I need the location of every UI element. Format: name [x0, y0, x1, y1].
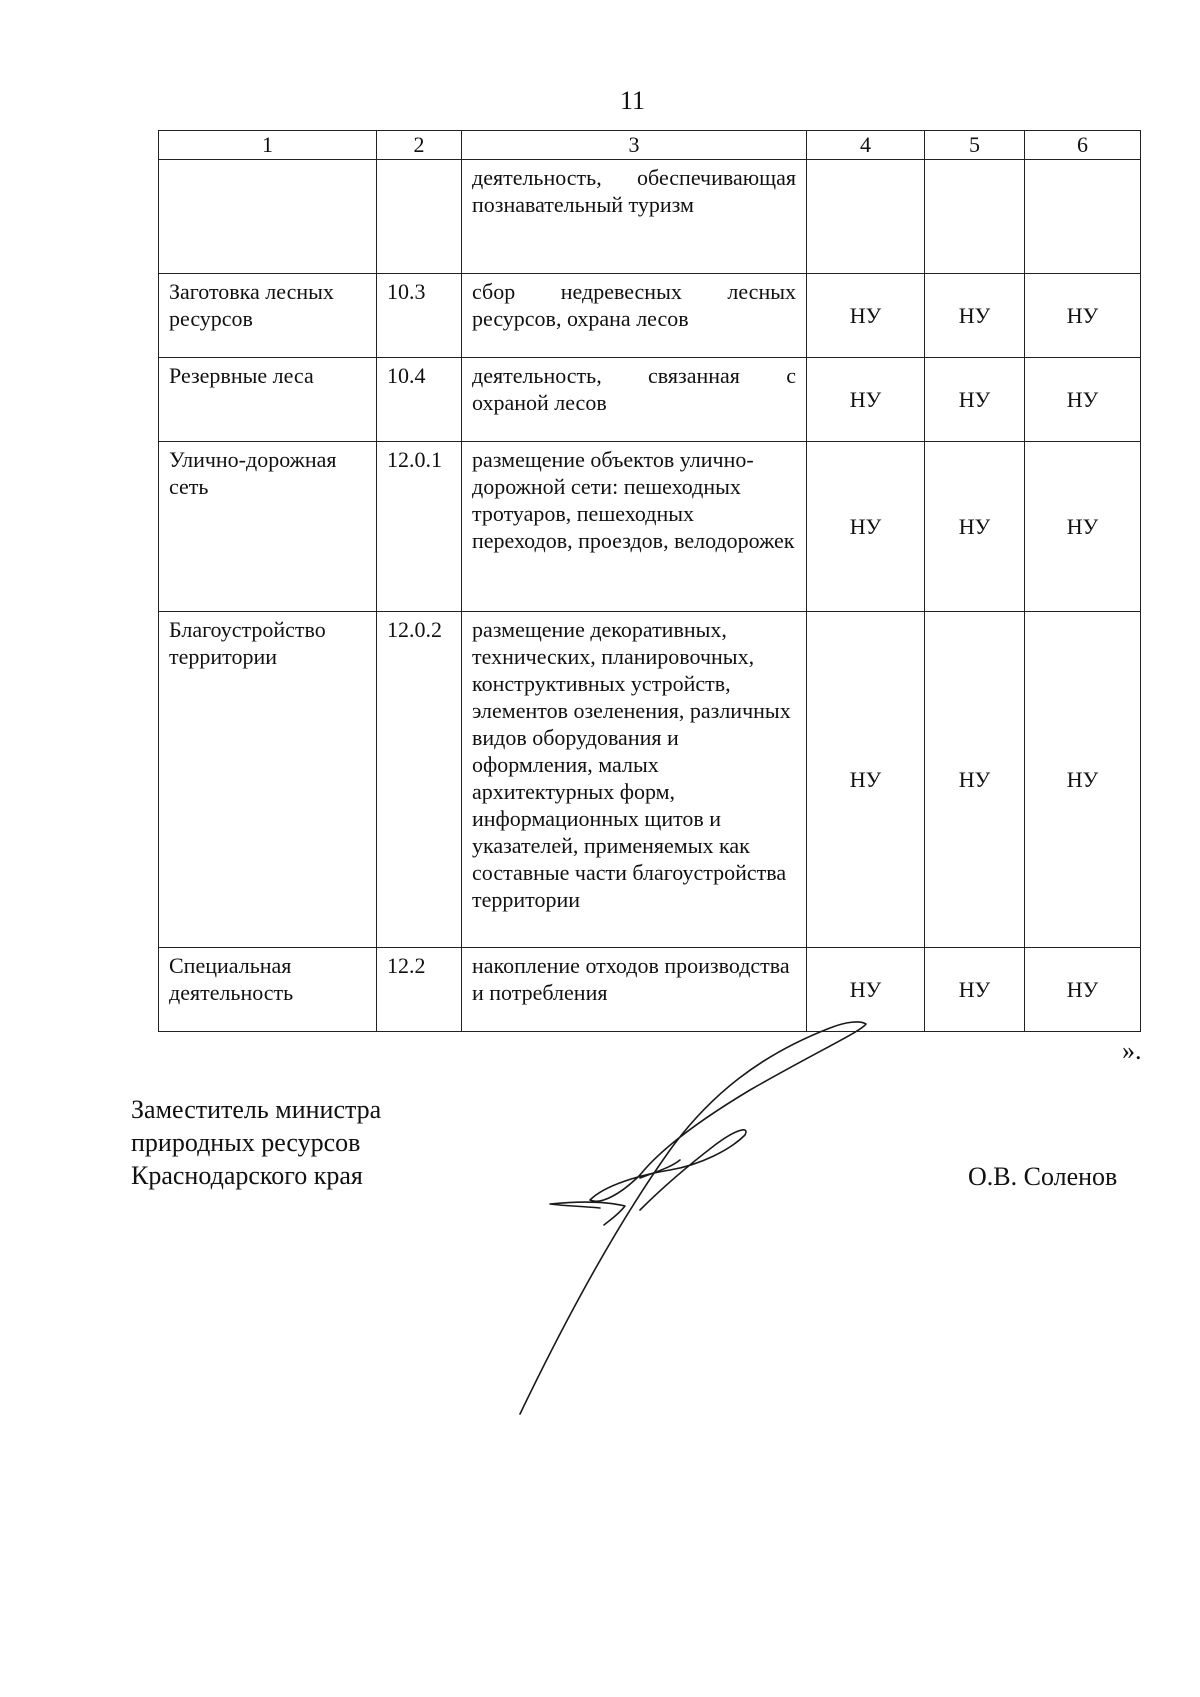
column-5-value: НУ [925, 948, 1025, 1032]
signer-title-line: Краснодарского края [131, 1161, 363, 1190]
use-type-description: размещение декоративных, технических, планировочных, конструктивных устройств, элементов озеленения, различных видов оборудования и оформления, малых архитектурных форм, информационных щитов и указателей, применяемых как составные части благоустройства территории [462, 612, 807, 948]
use-type-description: размещение объектов улично-дорожной сети: пешеходных тротуаров, пешеходных переходов, проездов, велодорожек [462, 442, 807, 612]
column-4-value: НУ [807, 442, 925, 612]
use-type-code: 12.2 [377, 948, 462, 1032]
closing-quote: ». [1122, 1036, 1142, 1065]
column-6-value: НУ [1025, 612, 1141, 948]
table-row [159, 612, 1141, 948]
table-row [159, 358, 1141, 442]
signer-title-line: Заместитель министра [131, 1095, 382, 1124]
use-type-code: 10.3 [377, 274, 462, 358]
signer-title-line: природных ресурсов [131, 1128, 361, 1157]
column-4-value: НУ [807, 612, 925, 948]
column-4-value: НУ [807, 358, 925, 442]
use-type-description: накопление отходов производства и потребления [462, 948, 807, 1032]
handwritten-signature [500, 1010, 920, 1430]
use-type-name: Специальная деятельность [159, 948, 377, 1032]
column-5-value [925, 160, 1025, 274]
page-number: 11 [620, 86, 646, 115]
table-row [159, 274, 1141, 358]
column-5-value: НУ [925, 442, 1025, 612]
table-header-row [159, 131, 1141, 160]
use-type-name: Резервные леса [159, 358, 377, 442]
use-type-name: Заготовка лесных ресурсов [159, 274, 377, 358]
use-type-code: 12.0.1 [377, 442, 462, 612]
column-header: 2 [377, 131, 462, 160]
use-type-description: деятельность, обеспечивающая познавательный туризм [462, 160, 807, 274]
column-6-value: НУ [1025, 948, 1141, 1032]
table-row [159, 160, 1141, 274]
column-6-value: НУ [1025, 358, 1141, 442]
column-5-value: НУ [925, 274, 1025, 358]
use-type-code [377, 160, 462, 274]
use-type-name [159, 160, 377, 274]
column-header: 6 [1025, 131, 1141, 160]
column-header: 1 [159, 131, 377, 160]
column-5-value: НУ [925, 358, 1025, 442]
column-4-value [807, 160, 925, 274]
use-type-code: 10.4 [377, 358, 462, 442]
column-6-value: НУ [1025, 274, 1141, 358]
table-row [159, 442, 1141, 612]
signer-title [131, 1093, 381, 1192]
signer-name: О.В. Соленов [968, 1162, 1118, 1191]
column-4-value: НУ [807, 948, 925, 1032]
column-header: 4 [807, 131, 925, 160]
column-5-value: НУ [925, 612, 1025, 948]
column-6-value [1025, 160, 1141, 274]
use-type-name: Улично-дорожная сеть [159, 442, 377, 612]
use-type-description: сбор недревесных лесных ресурсов, охрана лесов [462, 274, 807, 358]
column-6-value: НУ [1025, 442, 1141, 612]
column-header: 5 [925, 131, 1025, 160]
use-type-code: 12.0.2 [377, 612, 462, 948]
column-header: 3 [462, 131, 807, 160]
column-4-value: НУ [807, 274, 925, 358]
use-type-description: деятельность, связанная с охраной лесов [462, 358, 807, 442]
use-type-name: Благоустройство территории [159, 612, 377, 948]
land-use-table [158, 130, 1141, 1032]
